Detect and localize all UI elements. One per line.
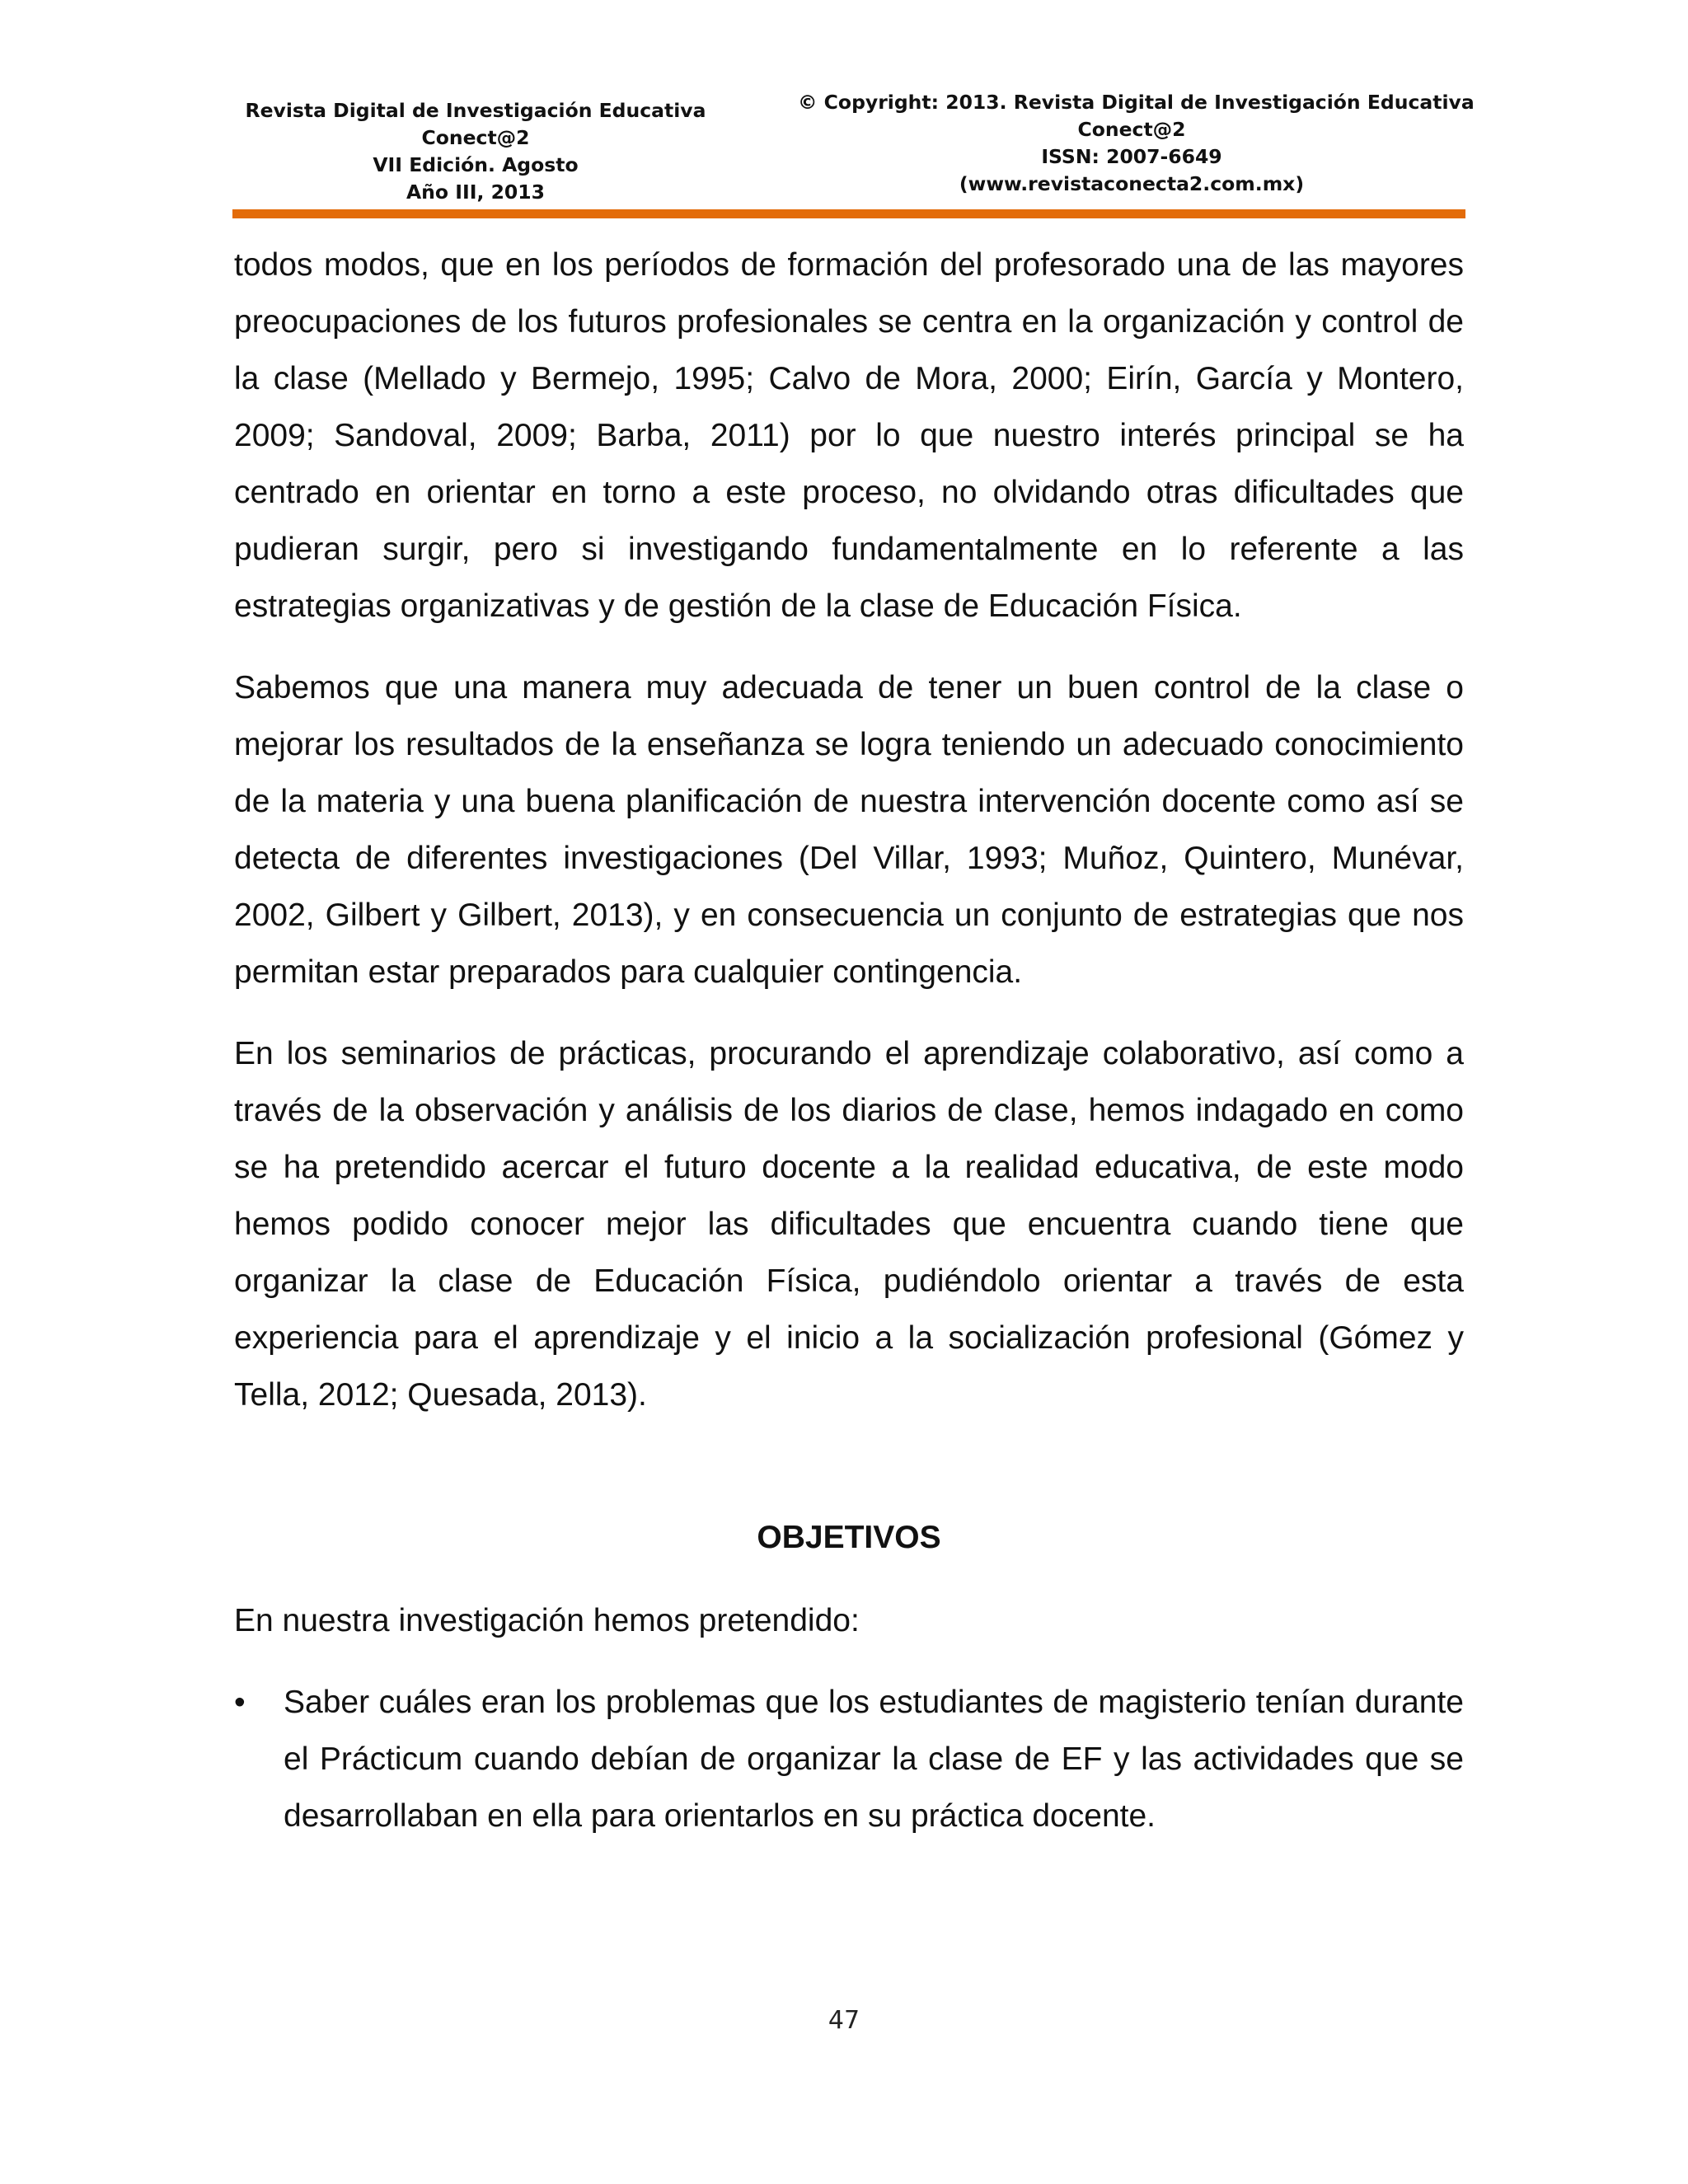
page-header [232, 89, 1475, 204]
copyright-journal-name: Conect@2 [1077, 118, 1186, 141]
journal-website: (www.revistaconecta2.com.mx) [959, 172, 1305, 195]
body-paragraph-1: todos modos, que en los períodos de formación del profesorado una de las mayores preocupaciones de los futuros profesionales se centra en la organización y control de la clase (Mellado y Bermejo, 1995; Calvo de Mora, 2000; Eirín, García y Montero, 2009; Sandoval, 2009; Barba, 2011) por lo que nuestro interés principal se ha centrado en orientar en torno a este proceso, no olvidando otras dificultades que pudieran surgir, pero si investigando fundamentalmente en lo referente a las estrategias organizativas y de gestión de la clase de Educación Física. [234, 247, 1464, 624]
journal-info [232, 97, 719, 206]
bullet-icon: • [234, 1685, 246, 1721]
page-number: 47 [828, 2006, 860, 2035]
objectives-list [234, 1674, 1464, 1844]
journal-title: Revista Digital de Investigación Educativa [245, 99, 706, 122]
section-heading: OBJETIVOS [757, 1520, 941, 1555]
journal-year: Año III, 2013 [406, 180, 545, 204]
body-paragraph-3: En los seminarios de prácticas, procurando el aprendizaje colaborativo, así como a través de la observación y análisis de los diarios de clase, hemos indagado en como se ha pretendido acercar el futuro docente a la realidad educativa, de este modo hemos podido conocer mejor las dificultades que encuentra cuando tiene que organizar la clase de Educación Física, pudiéndolo orientar a través de esta experiencia para el aprendizaje y el inicio a la socialización profesional (Gómez y Tella, 2012; Quesada, 2013). [234, 1036, 1464, 1413]
journal-name: Conect@2 [421, 126, 530, 149]
copyright-info [798, 89, 1475, 198]
journal-edition: VII Edición. Agosto [373, 153, 579, 176]
header-divider [232, 209, 1465, 218]
body-paragraph-2: Sabemos que una manera muy adecuada de tener un buen control de la clase o mejorar los resultados de la enseñanza se logra teniendo un adecuado conocimiento de la materia y una buena planificación de nuestra intervención docente como así se detecta de diferentes investigaciones (Del Villar, 1993; Muñoz, Quintero, Munévar, 2002, Gilbert y Gilbert, 2013), y en consecuencia un conjunto de estrategias que nos permitan estar preparados para cualquier contingencia. [234, 670, 1464, 990]
list-item-text: Saber cuáles eran los problemas que los estudiantes de magisterio tenían durante el Prácticum cuando debían de organizar la clase de EF y las actividades que se desarrollaban en ella para orientarlos en su práctica docente. [284, 1685, 1464, 1835]
page-body [234, 237, 1464, 1844]
list-item [234, 1674, 1464, 1844]
objectives-intro: En nuestra investigación hemos pretendido: [234, 1603, 860, 1639]
issn: ISSN: 2007-6649 [1041, 145, 1222, 168]
copyright-line: © Copyright: 2013. Revista Digital de Investigación Educativa [798, 91, 1475, 114]
